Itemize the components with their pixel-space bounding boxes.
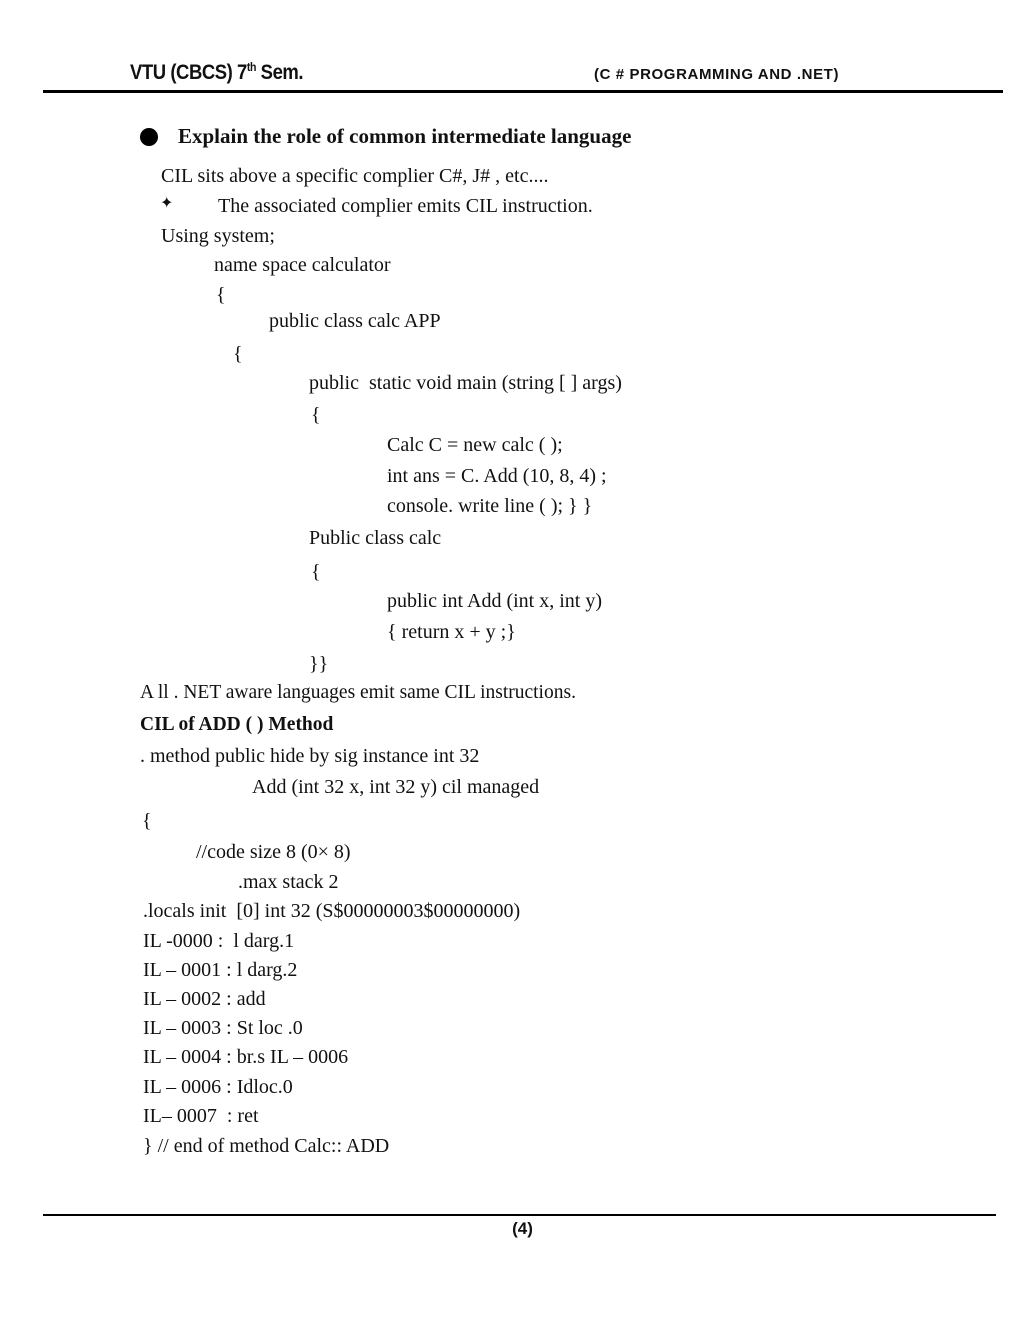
- code-line: Calc C = new calc ( );: [387, 434, 563, 456]
- cil-line: IL – 0001 : l darg.2: [143, 959, 298, 981]
- cil-line: Add (int 32 x, int 32 y) cil managed: [252, 776, 540, 798]
- cil-line: IL – 0004 : br.s IL – 0006: [143, 1046, 349, 1068]
- header-course-suffix: Sem.: [255, 61, 304, 84]
- code-line: name space calculator: [214, 254, 391, 276]
- code-line: }}: [309, 653, 329, 675]
- cil-line: //code size 8 (0× 8): [196, 841, 351, 863]
- cil-heading: CIL of ADD ( ) Method: [140, 714, 334, 735]
- cil-line: IL – 0003 : St loc .0: [143, 1017, 303, 1039]
- code-line: { return x + y ;}: [387, 621, 516, 643]
- header-course: [130, 60, 303, 85]
- page-number: (4): [512, 1219, 533, 1238]
- header-course-sup: th: [246, 60, 256, 74]
- code-line: {: [311, 404, 321, 426]
- intro-line-3: Using system;: [161, 225, 275, 247]
- code-line: int ans = C. Add (10, 8, 4) ;: [387, 465, 607, 487]
- code-line: public class calc APP: [269, 310, 441, 332]
- code-line: console. write line ( ); } }: [387, 495, 593, 517]
- cil-line: IL – 0006 : Idloc.0: [143, 1076, 293, 1098]
- code-line: {: [311, 561, 321, 583]
- cil-line: .locals init [0] int 32 (S$00000003$00000000): [143, 900, 521, 922]
- header-course-prefix: VTU (CBCS) 7: [130, 61, 247, 84]
- code-line: Public class calc: [309, 527, 442, 549]
- intro-line-1: CIL sits above a specific complier C#, J# , etc....: [161, 165, 549, 187]
- cil-line: .max stack 2: [238, 871, 339, 893]
- cil-line: } // end of method Calc:: ADD: [143, 1135, 390, 1157]
- code-line: {: [216, 284, 226, 306]
- intro-line-2: The associated complier emits CIL instruction.: [218, 195, 593, 217]
- cil-line: . method public hide by sig instance int 32: [140, 745, 480, 767]
- star-bullet-icon: ✦: [160, 193, 174, 212]
- footer-divider: [43, 1214, 996, 1216]
- code-line: {: [233, 343, 243, 365]
- header-divider: [43, 90, 1003, 93]
- bullet-icon: [140, 128, 158, 146]
- cil-line: IL -0000 : l darg.1: [143, 930, 295, 952]
- summary-text: A ll . NET aware languages emit same CIL instructions.: [140, 682, 576, 703]
- question-title: Explain the role of common intermediate language: [178, 124, 632, 148]
- code-line: public static void main (string [ ] args): [309, 372, 622, 394]
- cil-line: IL – 0002 : add: [143, 988, 266, 1010]
- code-line: public int Add (int x, int y): [387, 590, 602, 612]
- header-subject: (C # PROGRAMMING AND .NET): [594, 66, 840, 83]
- cil-line: IL– 0007 : ret: [143, 1105, 259, 1127]
- cil-line: {: [142, 810, 152, 832]
